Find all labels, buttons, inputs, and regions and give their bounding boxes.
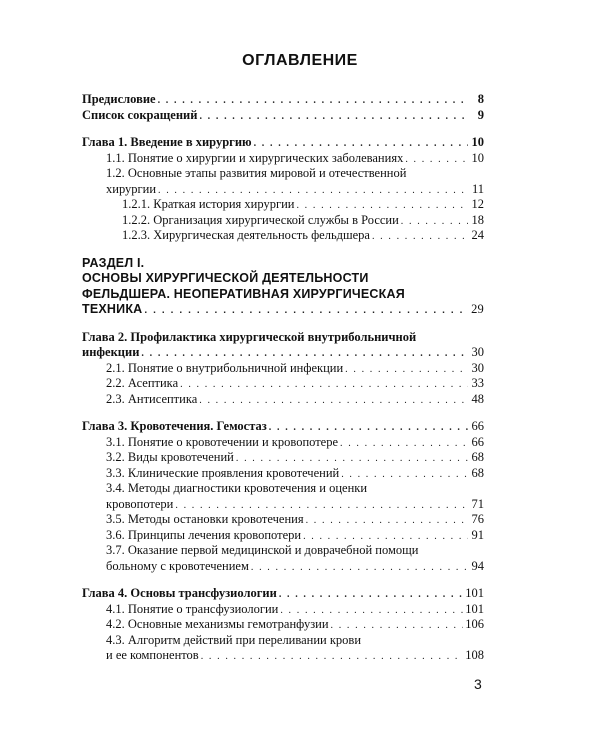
toc-chapter-2-title-end[interactable]: инфекции . . . 30 [82,345,484,361]
toc-entry[interactable]: кровопотери . . . 71 [82,497,484,513]
toc-entry[interactable]: 3.2. Виды кровотечений . . . 68 [82,450,484,466]
toc-section-title-line[interactable]: ТЕХНИКА . . . 29 [82,302,484,318]
toc-entry[interactable]: 1.1. Понятие о хирургии и хирургических заболеваниях . . . 10 [82,151,484,167]
table-of-contents [82,92,484,676]
toc-entry[interactable]: 4.2. Основные механизмы гемотранфузии . . . 106 [82,617,484,633]
toc-entry[interactable]: 2.1. Понятие о внутрибольничной инфекции . . . 30 [82,361,484,377]
toc-entry[interactable]: хирургии . . . 11 [82,182,484,198]
toc-entry-line[interactable]: 3.4. Методы диагностики кровотечения и оценки [106,481,368,495]
toc-chapter-3-title[interactable]: Глава 3. Кровотечения. Гемостаз . . . 66 [82,419,484,435]
toc-chapter-2-title[interactable]: Глава 2. Профилактика хирургической внутрибольничной [82,329,417,344]
page-number: 3 [474,676,482,692]
toc-section-1 [82,256,484,318]
toc-entry[interactable]: 4.1. Понятие о трансфузиологии . . . 101 [82,602,484,618]
toc-title: ОГЛАВЛЕНИЕ [242,52,358,69]
toc-entry-line[interactable]: 4.3. Алгоритм действий при переливании крови [106,632,362,647]
toc-entry[interactable]: и ее компонентов . . . 108 [82,648,484,664]
toc-entry[interactable]: 3.1. Понятие о кровотечении и кровопотере . . . 66 [82,435,484,451]
toc-entry[interactable]: 3.6. Принципы лечения кровопотери . . . 91 [82,528,484,544]
toc-chapter-2 [82,330,484,408]
toc-chapter-4-title[interactable]: Глава 4. Основы трансфузиологии . . . 101 [82,586,484,602]
toc-entry[interactable]: 3.3. Клинические проявления кровотечений . . . 68 [82,466,484,482]
toc-section-title-line[interactable]: ФЕЛЬДШЕРА. НЕОПЕРАТИВНАЯ ХИРУРГИЧЕСКАЯ [82,286,405,301]
toc-entry-preface[interactable]: Предисловие . . . 8 [82,92,484,108]
toc-entry-line[interactable]: 1.2. Основные этапы развития мировой и отечественной [106,166,407,180]
toc-entry-line[interactable]: 3.7. Оказание первой медицинской и доврачебной помощи [106,543,419,557]
toc-chapter-1-title[interactable]: Глава 1. Введение в хирургию . . . 10 [82,135,484,151]
toc-entry-abbreviations[interactable]: Список сокращений . . . 9 [82,108,484,124]
toc-front-matter [82,92,484,123]
toc-chapter-3 [82,419,484,574]
toc-entry[interactable]: 3.5. Методы остановки кровотечения . . . 76 [82,512,484,528]
toc-entry[interactable]: больному с кровотечением . . . 94 [82,559,484,575]
toc-entry[interactable]: 2.3. Антисептика . . . 48 [82,392,484,408]
toc-section-label: РАЗДЕЛ I. [82,255,145,270]
toc-section-title-line[interactable]: ОСНОВЫ ХИРУРГИЧЕСКОЙ ДЕЯТЕЛЬНОСТИ [82,271,369,285]
toc-chapter-4 [82,586,484,664]
toc-entry[interactable]: 2.2. Асептика . . . 33 [82,376,484,392]
toc-entry[interactable]: 1.2.2. Организация хирургической службы в России . . . 18 [82,213,484,229]
toc-chapter-1 [82,135,484,244]
toc-entry[interactable]: 1.2.3. Хирургическая деятельность фельдшера . . . 24 [82,228,484,244]
toc-entry[interactable]: 1.2.1. Краткая история хирургии . . . 12 [82,197,484,213]
